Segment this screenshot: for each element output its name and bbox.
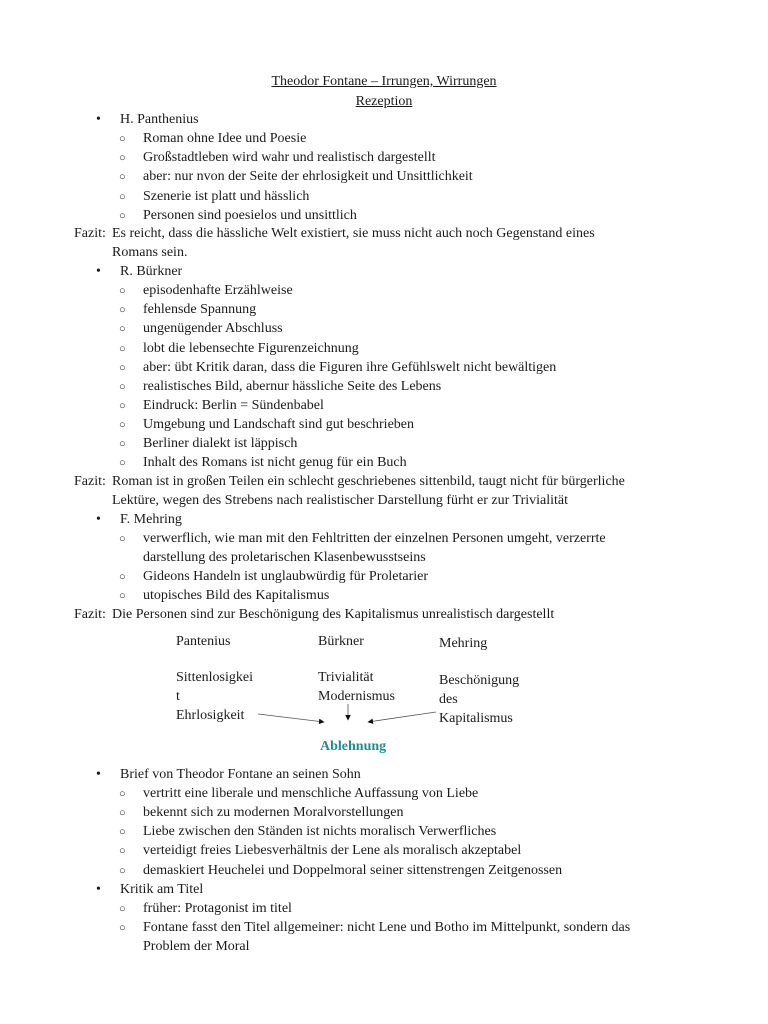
list-item: ○ bekennt sich zu modernen Moralvorstellungen bbox=[119, 805, 404, 820]
fazit-line-cont: Romans sein. bbox=[112, 245, 188, 260]
list-item: ○ realistisches Bild, abernur hässliche Seite des Lebens bbox=[119, 379, 442, 394]
list-item: ○ verteidigt freies Liebesverhältnis der Lene als moralisch akzeptabel bbox=[119, 843, 522, 858]
list-item: ○ Großstadtleben wird wahr und realistisch dargestellt bbox=[119, 150, 436, 165]
section-heading: Kritik am Titel bbox=[120, 882, 204, 897]
list-item-cont: Problem der Moral bbox=[143, 939, 250, 954]
diagram-col1-text: Sittenlosigkei bbox=[176, 670, 253, 685]
list-item: ○ Gideons Handeln ist unglaubwürdig für Proletarier bbox=[119, 569, 428, 584]
list-item: ○ demaskiert Heuchelei und Doppelmoral seiner sittenstrengen Zeitgenossen bbox=[119, 863, 563, 878]
list-item: • Brief von Theodor Fontane an seinen Sohn bbox=[96, 767, 361, 782]
arrow-left bbox=[258, 714, 324, 722]
list-item: ○ Fontane fasst den Titel allgemeiner: nicht Lene und Botho im Mittelpunkt, sondern das bbox=[119, 920, 631, 935]
list-item: • F. Mehring bbox=[96, 512, 182, 527]
list-item: ○ Szenerie ist platt und hässlich bbox=[119, 189, 310, 204]
list-item: ○ aber: nur nvon der Seite der ehrlosigkeit und Unsittlichkeit bbox=[119, 169, 473, 184]
list-item: ○ ungenügender Abschluss bbox=[119, 321, 283, 336]
diagram-col3-text: Kapitalismus bbox=[439, 711, 513, 726]
section-heading: F. Mehring bbox=[120, 512, 182, 527]
diagram-col2-text: Trivialität bbox=[318, 670, 374, 685]
arrow-right bbox=[368, 712, 436, 722]
fazit-line: Fazit: Roman ist in großen Teilen ein schlecht geschriebenes sittenbild, taugt nicht für bürgerliche bbox=[74, 474, 625, 489]
document-title: Theodor Fontane – Irrungen, Wirrungen bbox=[271, 74, 497, 89]
list-item: • H. Panthenius bbox=[96, 112, 199, 127]
fazit-line-cont: Lektüre, wegen des Strebens nach realistischer Darstellung fürht er zur Trivialität bbox=[112, 493, 569, 508]
diagram-result: Ablehnung bbox=[320, 739, 387, 754]
list-item: ○ früher: Protagonist im titel bbox=[119, 901, 292, 916]
list-item: ○ Roman ohne Idee und Poesie bbox=[119, 131, 307, 146]
list-item: ○ Eindruck: Berlin = Sündenbabel bbox=[119, 398, 324, 413]
list-item: ○ fehlensde Spannung bbox=[119, 302, 257, 317]
list-item: ○ lobt die lebensechte Figurenzeichnung bbox=[119, 341, 359, 356]
list-item: ○ verwerflich, wie man mit den Fehltritten der einzelnen Personen umgeht, verzerrte bbox=[119, 531, 606, 546]
diagram-col1-text: t bbox=[176, 689, 180, 704]
list-item: ○ Umgebung und Landschaft sind gut beschrieben bbox=[119, 417, 414, 432]
document-subtitle: Rezeption bbox=[355, 94, 413, 109]
diagram-col1-head: Pantenius bbox=[176, 634, 231, 649]
list-item: ○ episodenhafte Erzählweise bbox=[119, 283, 293, 298]
list-item: • Kritik am Titel bbox=[96, 882, 204, 897]
fazit-line: Fazit: Es reicht, dass die hässliche Welt existiert, sie muss nicht auch noch Gegenstand eines bbox=[74, 226, 595, 241]
diagram-col3-head: Mehring bbox=[439, 636, 488, 651]
diagram-col3-text: Beschönigung bbox=[439, 673, 520, 688]
section-heading: H. Panthenius bbox=[120, 112, 199, 127]
list-item: ○ utopisches Bild des Kapitalismus bbox=[119, 588, 330, 603]
list-item: ○ aber: übt Kritik daran, dass die Figuren ihre Gefühlswelt nicht bewältigen bbox=[119, 360, 557, 375]
list-item: ○ Inhalt des Romans ist nicht genug für ein Buch bbox=[119, 455, 407, 470]
section-heading: Brief von Theodor Fontane an seinen Sohn bbox=[120, 767, 361, 782]
list-item: ○ Personen sind poesielos und unsittlich bbox=[119, 208, 357, 223]
diagram-col3-text: des bbox=[439, 692, 458, 707]
fazit-line: Fazit: Die Personen sind zur Beschönigung des Kapitalismus unrealistisch dargestellt bbox=[74, 607, 555, 622]
list-item: ○ vertritt eine liberale und menschliche Auffassung von Liebe bbox=[119, 786, 479, 801]
section-heading: R. Bürkner bbox=[120, 264, 183, 279]
list-item-cont: darstellung des proletarischen Klasenbewusstseins bbox=[143, 550, 426, 565]
diagram-col2-head: Bürkner bbox=[318, 634, 364, 649]
list-item: ○ Berliner dialekt ist läppisch bbox=[119, 436, 298, 451]
diagram-col1-text: Ehrlosigkeit bbox=[176, 708, 245, 723]
list-item: • R. Bürkner bbox=[96, 264, 183, 279]
diagram-col2-text: Modernismus bbox=[318, 689, 395, 704]
list-item: ○ Liebe zwischen den Ständen ist nichts moralisch Verwerfliches bbox=[119, 824, 497, 839]
